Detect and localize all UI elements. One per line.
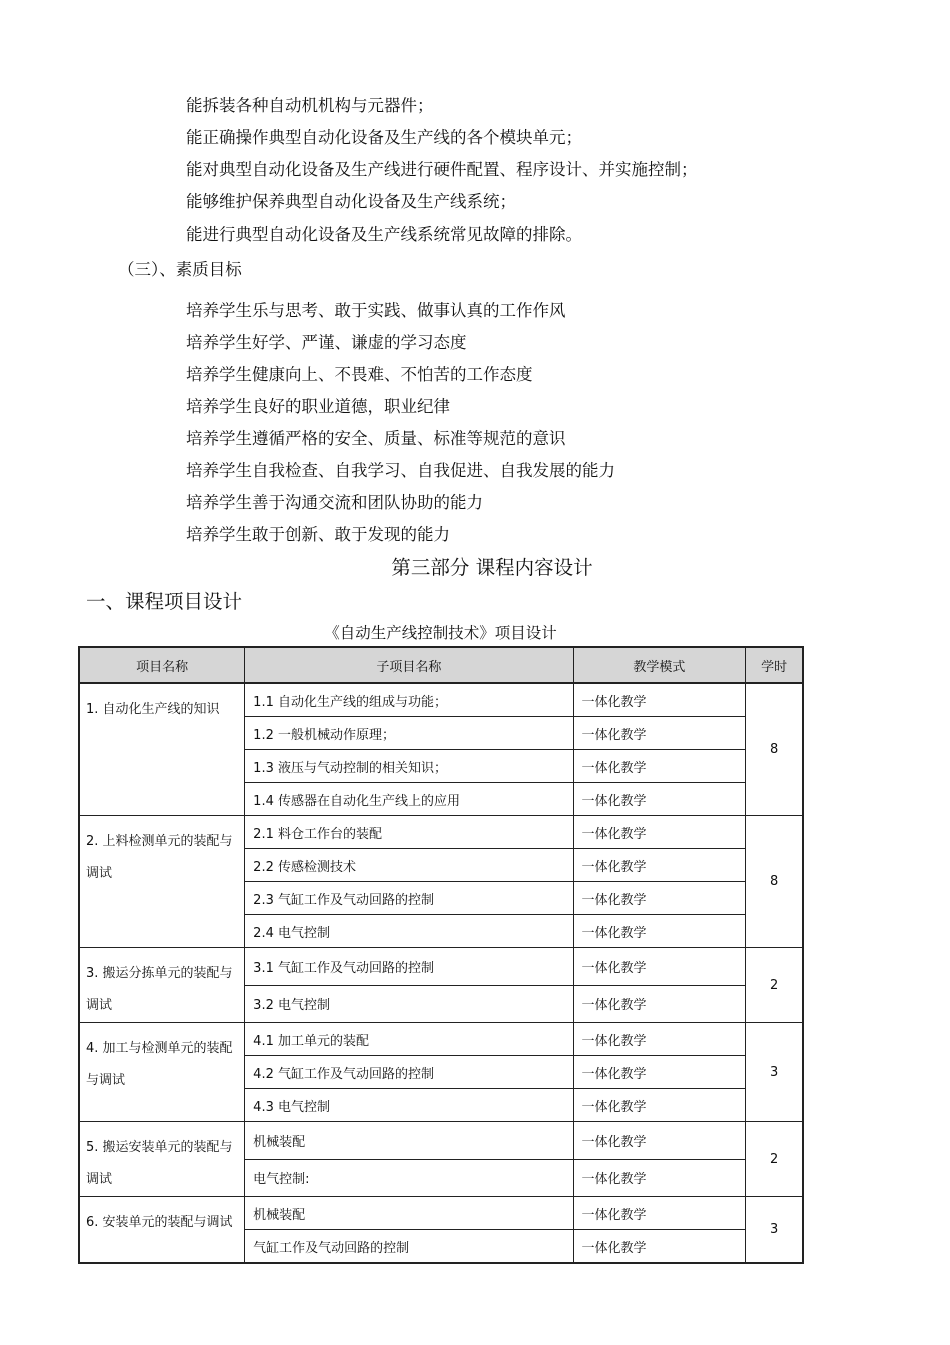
quality-item: 培养学生善于沟通交流和团队协助的能力 bbox=[186, 493, 483, 512]
teaching-mode: 一体化教学 bbox=[573, 783, 746, 816]
subproject-name: 3.2 电气控制 bbox=[245, 985, 573, 1023]
project-name: 4. 加工与检测单元的装配与调试 bbox=[79, 1023, 245, 1122]
table-header-row bbox=[79, 647, 803, 683]
teaching-mode: 一体化教学 bbox=[573, 849, 746, 882]
hours: 2 bbox=[746, 948, 803, 1023]
hours: 3 bbox=[746, 1197, 803, 1264]
subproject-name: 1.3 液压与气动控制的相关知识； bbox=[245, 750, 573, 783]
teaching-mode: 一体化教学 bbox=[573, 1089, 746, 1122]
teaching-mode: 一体化教学 bbox=[573, 915, 746, 948]
subproject-name: 2.1 料仓工作台的装配 bbox=[245, 816, 573, 849]
table-row bbox=[79, 1023, 803, 1056]
table-row bbox=[79, 1197, 803, 1230]
teaching-mode: 一体化教学 bbox=[573, 882, 746, 915]
subproject-name: 1.1 自动化生产线的组成与功能； bbox=[245, 683, 573, 717]
subproject-name: 4.2 气缸工作及气动回路的控制 bbox=[245, 1056, 573, 1089]
table-row bbox=[79, 1122, 803, 1160]
subproject-name: 2.4 电气控制 bbox=[245, 915, 573, 948]
hours: 8 bbox=[746, 816, 803, 948]
header-project-name: 项目名称 bbox=[79, 647, 245, 683]
table-row bbox=[79, 816, 803, 849]
subproject-name: 4.3 电气控制 bbox=[245, 1089, 573, 1122]
subproject-name: 1.2 一般机械动作原理； bbox=[245, 717, 573, 750]
subproject-name: 机械装配 bbox=[245, 1122, 573, 1160]
subproject-name: 1.4 传感器在自动化生产线上的应用 bbox=[245, 783, 573, 816]
subproject-name: 3.1 气缸工作及气动回路的控制 bbox=[245, 948, 573, 986]
hours: 2 bbox=[746, 1122, 803, 1197]
subproject-name: 2.2 传感检测技术 bbox=[245, 849, 573, 882]
subproject-name: 4.1 加工单元的装配 bbox=[245, 1023, 573, 1056]
teaching-mode: 一体化教学 bbox=[573, 816, 746, 849]
table-row bbox=[79, 683, 803, 717]
project-name: 5. 搬运安装单元的装配与调试 bbox=[79, 1122, 245, 1197]
project-name: 6. 安装单元的装配与调试 bbox=[79, 1197, 245, 1264]
teaching-mode: 一体化教学 bbox=[573, 985, 746, 1023]
project-name: 1. 自动化生产线的知识 bbox=[79, 683, 245, 816]
teaching-mode: 一体化教学 bbox=[573, 683, 746, 717]
project-design-table bbox=[78, 646, 804, 1264]
quality-item: 培养学生自我检查、自我学习、自我促进、自我发展的能力 bbox=[186, 461, 615, 480]
hours: 8 bbox=[746, 683, 803, 816]
part-title: 第三部分 课程内容设计 bbox=[391, 556, 593, 579]
quality-heading: （三）、素质目标 bbox=[118, 260, 242, 279]
teaching-mode: 一体化教学 bbox=[573, 1197, 746, 1230]
ability-item: 能拆装各种自动机机构与元器件； bbox=[186, 96, 434, 115]
header-hours: 学时 bbox=[746, 647, 803, 683]
subproject-name: 气缸工作及气动回路的控制 bbox=[245, 1230, 573, 1264]
ability-item: 能够维护保养典型自动化设备及生产线系统； bbox=[186, 192, 516, 211]
ability-item: 能进行典型自动化设备及生产线系统常见故障的排除。 bbox=[186, 225, 582, 244]
teaching-mode: 一体化教学 bbox=[573, 1023, 746, 1056]
project-name: 3. 搬运分拣单元的装配与调试 bbox=[79, 948, 245, 1023]
quality-item: 培养学生乐与思考、敢于实践、做事认真的工作作风 bbox=[186, 301, 566, 320]
teaching-mode: 一体化教学 bbox=[573, 750, 746, 783]
teaching-mode: 一体化教学 bbox=[573, 1056, 746, 1089]
quality-item: 培养学生遵循严格的安全、质量、标准等规范的意识 bbox=[186, 429, 566, 448]
teaching-mode: 一体化教学 bbox=[573, 717, 746, 750]
teaching-mode: 一体化教学 bbox=[573, 948, 746, 986]
header-subproject-name: 子项目名称 bbox=[245, 647, 573, 683]
quality-item: 培养学生健康向上、不畏难、不怕苦的工作态度 bbox=[186, 365, 533, 384]
section-title: 一、课程项目设计 bbox=[86, 590, 243, 613]
subproject-name: 2.3 气缸工作及气动回路的控制 bbox=[245, 882, 573, 915]
teaching-mode: 一体化教学 bbox=[573, 1159, 746, 1197]
quality-item: 培养学生良好的职业道德，职业纪律 bbox=[186, 397, 450, 416]
table-caption: 《自动生产线控制技术》项目设计 bbox=[324, 624, 557, 642]
ability-item: 能对典型自动化设备及生产线进行硬件配置、程序设计、并实施控制； bbox=[186, 160, 698, 179]
hours: 3 bbox=[746, 1023, 803, 1122]
quality-item: 培养学生敢于创新、敢于发现的能力 bbox=[186, 525, 450, 544]
quality-item: 培养学生好学、严谨、谦虚的学习态度 bbox=[186, 333, 467, 352]
subproject-name: 电气控制: bbox=[245, 1159, 573, 1197]
teaching-mode: 一体化教学 bbox=[573, 1122, 746, 1160]
subproject-name: 机械装配 bbox=[245, 1197, 573, 1230]
project-name: 2. 上料检测单元的装配与调试 bbox=[79, 816, 245, 948]
ability-item: 能正确操作典型自动化设备及生产线的各个模块单元； bbox=[186, 128, 582, 147]
teaching-mode: 一体化教学 bbox=[573, 1230, 746, 1264]
header-teaching-mode: 教学模式 bbox=[573, 647, 746, 683]
table-row bbox=[79, 948, 803, 986]
